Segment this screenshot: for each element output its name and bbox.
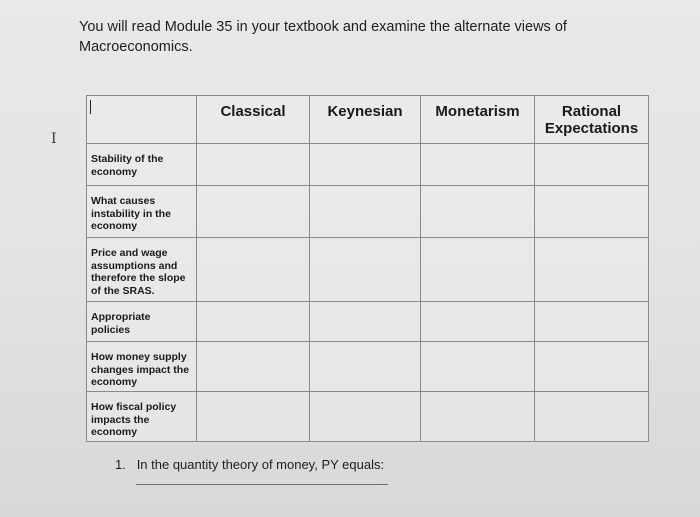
question-text: In the quantity theory of money, PY equals:	[136, 457, 385, 472]
question-1	[115, 457, 384, 472]
table-cell[interactable]	[310, 144, 421, 186]
column-header-rational-expectations: Rational Expectations	[535, 96, 649, 144]
row-label-cell	[87, 238, 197, 302]
table-cell[interactable]	[421, 144, 535, 186]
column-header-keynesian: Keynesian	[310, 96, 421, 144]
question-number: 1.	[115, 457, 126, 472]
table-cell[interactable]	[197, 392, 310, 442]
table-cell[interactable]	[310, 302, 421, 342]
table-cell[interactable]	[535, 342, 649, 392]
intro-text: You will read Module 35 in your textbook and examine the alternate views of Macroeconomics.	[79, 19, 567, 55]
table-cell[interactable]	[310, 238, 421, 302]
row-label-instability: What causes instability in the economy	[91, 195, 171, 232]
column-header-monetarism: Monetarism	[421, 96, 535, 144]
row-label-price-wage: Price and wage assumptions and therefore the slope of the SRAS.	[91, 247, 186, 297]
table-row	[87, 238, 649, 302]
table-row	[87, 302, 649, 342]
comparison-table	[86, 95, 649, 442]
text-cursor-icon: I	[51, 131, 57, 147]
table-cell[interactable]	[535, 186, 649, 238]
table-cell[interactable]	[535, 392, 649, 442]
row-label-cell	[87, 342, 197, 392]
table-row	[87, 392, 649, 442]
table-cell[interactable]	[310, 186, 421, 238]
table-cell[interactable]	[197, 342, 310, 392]
row-label-cell	[87, 302, 197, 342]
table-row	[87, 342, 649, 392]
text-caret	[90, 100, 91, 114]
row-label-policies: Appropriate policies	[91, 311, 151, 336]
column-header-classical: Classical	[197, 96, 310, 144]
table-cell[interactable]	[421, 186, 535, 238]
table-cell[interactable]	[310, 392, 421, 442]
table-cell[interactable]	[197, 144, 310, 186]
row-label-money-supply: How money supply changes impact the economy	[91, 351, 190, 388]
table-cell[interactable]	[197, 238, 310, 302]
table-cell[interactable]	[421, 342, 535, 392]
table-cell[interactable]	[421, 392, 535, 442]
table-row	[87, 186, 649, 238]
table-cell[interactable]	[197, 186, 310, 238]
table-cell[interactable]	[310, 342, 421, 392]
row-label-fiscal-policy: How fiscal policy impacts the economy	[91, 401, 177, 438]
row-label-cell	[87, 144, 197, 186]
row-label-cell	[87, 186, 197, 238]
row-label-cell	[87, 392, 197, 442]
table-header-row	[87, 96, 649, 144]
answer-line[interactable]	[136, 484, 388, 485]
table-row	[87, 144, 649, 186]
row-label-stability: Stability of the economy	[91, 153, 164, 178]
table-cell[interactable]	[535, 238, 649, 302]
table-cell[interactable]	[421, 238, 535, 302]
table-cell[interactable]	[421, 302, 535, 342]
table-cell[interactable]	[197, 302, 310, 342]
table-cell[interactable]	[535, 302, 649, 342]
corner-cell[interactable]	[87, 96, 197, 144]
table-cell[interactable]	[535, 144, 649, 186]
